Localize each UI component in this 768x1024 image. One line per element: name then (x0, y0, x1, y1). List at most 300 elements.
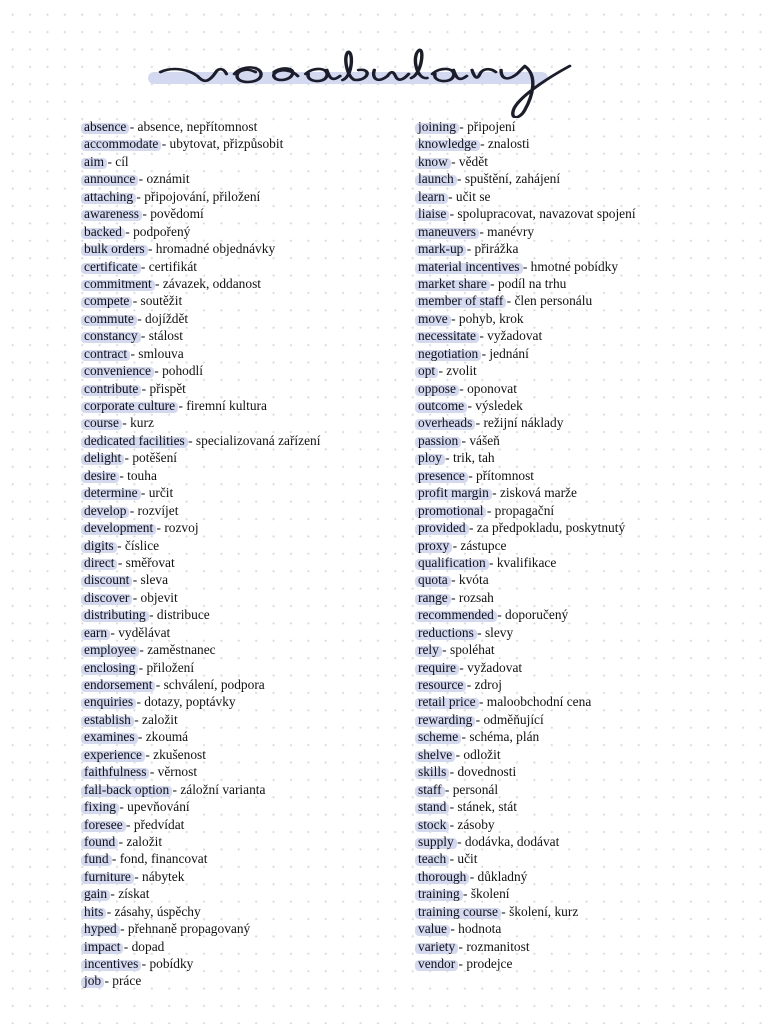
vocab-translation: vyžadovat (467, 659, 523, 675)
separator: - (139, 206, 151, 222)
vocab-entry (418, 258, 748, 275)
vocab-entry (418, 205, 748, 222)
vocab-translation: doporučený (505, 607, 569, 623)
vocab-term: enquiries (84, 694, 134, 710)
separator: - (115, 467, 128, 483)
vocab-entry (84, 920, 404, 937)
vocab-entry (418, 920, 748, 937)
separator: - (466, 868, 478, 884)
vocab-translation: ubytovat, přizpůsobit (169, 136, 284, 152)
vocab-term: enclosing (84, 659, 136, 675)
vocab-translation: dojíždět (145, 310, 189, 326)
vocab-term: establish (84, 711, 131, 727)
vocab-term: endorsement (84, 677, 153, 692)
vocab-entry (418, 868, 748, 885)
vocab-term: launch (418, 171, 454, 187)
separator: - (133, 694, 145, 710)
vocab-entry (418, 432, 748, 449)
vocabulary-list-left (84, 118, 404, 990)
vocab-entry (418, 414, 748, 431)
vocab-translation: zisková marže (499, 485, 577, 501)
vocab-translation: rozsah (458, 589, 494, 605)
vocab-term: promotional (418, 502, 484, 518)
separator: - (113, 537, 125, 553)
separator: - (449, 537, 461, 553)
separator: - (485, 554, 497, 570)
vocab-entry (418, 955, 748, 972)
vocab-translation: dodávka, dodávat (464, 833, 560, 849)
vocab-term: hits (84, 903, 104, 919)
vocab-term: mark-up (418, 241, 464, 257)
vocab-term: opt (418, 363, 436, 379)
vocab-translation: objevit (140, 589, 178, 605)
vocab-translation: hmotné pobídky (530, 258, 619, 274)
vocab-entry (84, 571, 404, 588)
vocab-term: provided (418, 520, 466, 536)
vocab-term: learn (418, 188, 445, 204)
separator: - (446, 206, 458, 222)
vocab-translation: spolupracovat, navazovat spojení (457, 206, 636, 222)
vocab-translation: sleva (140, 572, 169, 588)
vocab-translation: upevňování (127, 799, 190, 815)
vocab-term: discount (84, 572, 130, 588)
vocab-entry (84, 397, 404, 414)
vocab-entry (84, 763, 404, 780)
vocab-translation: smlouva (138, 345, 184, 361)
separator: - (184, 432, 196, 448)
vocab-translation: trik, tah (452, 450, 495, 466)
separator: - (116, 799, 128, 815)
vocab-translation: záložní varianta (180, 781, 266, 797)
separator: - (133, 310, 145, 326)
vocab-entry (84, 118, 404, 135)
vocab-translation: podpořený (133, 223, 191, 239)
vocab-term: member of staff (418, 293, 504, 309)
vocab-translation: školení, kurz (509, 903, 579, 919)
separator: - (458, 432, 470, 448)
vocab-term: ploy (418, 450, 442, 466)
separator: - (108, 851, 120, 867)
vocab-translation: přiložení (146, 659, 195, 675)
separator: - (138, 956, 150, 971)
vocab-entry (418, 345, 748, 362)
vocab-translation: kvalifikace (496, 554, 557, 570)
vocab-translation: práce (112, 973, 142, 989)
vocab-term: know (418, 153, 448, 169)
vocab-translation: odměňující (483, 711, 544, 727)
vocab-entry (84, 327, 404, 344)
vocab-term: require (418, 659, 456, 675)
vocab-entry (418, 641, 748, 658)
vocab-term: job (84, 973, 102, 989)
vocab-translation: vyžadovat (487, 328, 543, 344)
vocab-term: training (418, 886, 460, 902)
vocab-entry (418, 135, 748, 152)
vocab-term: found (84, 833, 116, 849)
separator: - (476, 136, 488, 152)
separator: - (465, 520, 477, 536)
vocab-entry (84, 240, 404, 257)
separator: - (118, 415, 131, 431)
vocab-entry (84, 659, 404, 676)
vocab-translation: schéma, plán (469, 729, 540, 745)
separator: - (441, 781, 453, 797)
separator: - (452, 746, 464, 762)
vocab-entry (84, 624, 404, 641)
separator: - (447, 921, 459, 937)
vocab-translation: zaměstnanec (147, 642, 216, 658)
separator: - (478, 345, 490, 361)
vocab-term: liaise (418, 206, 447, 222)
vocab-term: commute (84, 310, 134, 326)
vocab-term: shelve (418, 746, 453, 762)
vocab-translation: předvídat (133, 816, 185, 832)
vocab-term: staff (418, 781, 442, 797)
vocab-translation: důkladný (477, 868, 528, 884)
separator: - (463, 677, 475, 692)
vocab-translation: rozvíjet (137, 502, 179, 518)
vocab-entry (84, 903, 404, 920)
vocab-term: awareness (84, 206, 140, 222)
separator: - (145, 607, 157, 623)
vocab-entry (84, 153, 404, 170)
vocab-entry (418, 589, 748, 606)
vocab-translation: školení (470, 886, 510, 902)
separator: - (441, 450, 453, 466)
title-lettering (140, 28, 610, 118)
separator: - (444, 188, 456, 204)
separator: - (493, 607, 506, 623)
vocab-term: commitment (84, 275, 152, 291)
separator: - (129, 572, 141, 588)
vocab-term: move (418, 310, 448, 326)
separator: - (137, 485, 149, 501)
separator: - (453, 833, 465, 849)
vocab-term: thorough (418, 868, 467, 884)
vocab-translation: absence, nepřítomnost (137, 119, 258, 134)
vocab-translation: získat (118, 886, 150, 902)
separator: - (447, 153, 459, 169)
vocab-entry (84, 746, 404, 763)
vocab-translation: kurz (130, 415, 154, 431)
vocab-term: teach (418, 851, 447, 867)
vocab-entry (418, 728, 748, 745)
vocab-term: value (418, 921, 447, 937)
vocab-term: accommodate (84, 136, 159, 152)
vocab-entry (84, 781, 404, 798)
vocab-translation: číslice (124, 537, 160, 553)
vocab-translation: maloobchodní cena (486, 694, 592, 710)
separator: - (472, 415, 484, 431)
vocab-entry (84, 380, 404, 397)
separator: - (126, 502, 138, 518)
vocab-entry (418, 850, 748, 867)
vocab-translation: založit (142, 711, 178, 727)
vocab-term: compete (84, 293, 130, 309)
vocab-entry (418, 676, 748, 693)
vocab-term: furniture (84, 868, 131, 884)
vocab-entry (418, 240, 748, 257)
vocab-entry (84, 275, 404, 292)
vocab-entry (84, 589, 404, 606)
vocab-entry (84, 868, 404, 885)
separator: - (127, 345, 139, 361)
vocab-translation: vydělávat (118, 624, 171, 640)
separator: - (464, 398, 476, 413)
vocab-entry (84, 310, 404, 327)
separator: - (153, 520, 165, 536)
vocab-term: supply (418, 833, 454, 849)
vocab-term: contract (84, 345, 128, 361)
vocab-term: contribute (84, 380, 139, 396)
separator: - (519, 258, 531, 274)
vocab-entry (84, 972, 404, 989)
vocab-translation: potěšení (132, 450, 177, 466)
vocab-term: certificate (84, 258, 138, 274)
vocab-translation: odložit (463, 746, 501, 762)
vocab-term: foresee (84, 816, 123, 832)
separator: - (455, 119, 468, 134)
vocab-entry (418, 537, 748, 554)
vocab-term: hyped (84, 921, 117, 937)
vocab-term: reductions (418, 624, 474, 640)
vocab-term: maneuvers (418, 223, 477, 239)
vocab-term: negotiation (418, 345, 479, 361)
vocab-term: vendor (418, 956, 456, 971)
vocab-translation: vášeň (469, 432, 500, 448)
vocab-entry (84, 938, 404, 955)
vocab-entry (418, 292, 748, 309)
vocab-entry (418, 693, 748, 710)
separator: - (107, 624, 119, 640)
vocab-entry (84, 467, 404, 484)
separator: - (116, 921, 128, 937)
vocab-translation: stánek, stát (457, 799, 517, 815)
separator: - (130, 711, 143, 727)
vocab-entry (84, 816, 404, 833)
vocab-translation: spuštění, zahájení (464, 171, 561, 187)
vocab-entry (418, 188, 748, 205)
separator: - (455, 380, 468, 396)
separator: - (122, 816, 134, 832)
vocab-entry (84, 885, 404, 902)
vocab-entry (84, 676, 404, 693)
vocab-translation: dopad (131, 938, 165, 954)
vocab-entry (84, 432, 404, 449)
vocab-term: impact (84, 938, 121, 954)
page-title (140, 28, 610, 118)
vocab-translation: povědomí (150, 206, 204, 222)
separator: - (446, 799, 458, 815)
vocab-entry (418, 903, 748, 920)
vocab-translation: výsledek (475, 398, 523, 413)
vocab-entry (418, 571, 748, 588)
separator: - (447, 572, 459, 588)
vocab-term: stand (418, 799, 447, 815)
vocab-entry (84, 850, 404, 867)
vocab-term: market share (418, 275, 487, 291)
vocab-translation: touha (127, 467, 157, 483)
vocab-entry (418, 467, 748, 484)
separator: - (115, 833, 127, 849)
vocabulary-list-right (418, 118, 748, 972)
vocab-term: backed (84, 223, 122, 239)
vocab-translation: přehnaně propagovaný (127, 921, 251, 937)
vocab-term: fixing (84, 799, 116, 815)
vocab-entry (84, 188, 404, 205)
vocab-term: rewarding (418, 711, 473, 727)
separator: - (138, 380, 150, 396)
separator: - (114, 554, 126, 570)
vocab-translation: vědět (458, 153, 488, 169)
vocab-translation: rozvoj (164, 520, 199, 536)
separator: - (151, 275, 163, 291)
vocab-entry (418, 554, 748, 571)
vocab-entry (418, 798, 748, 815)
separator: - (133, 188, 145, 204)
separator: - (141, 746, 154, 762)
vocab-entry (418, 833, 748, 850)
separator: - (447, 310, 459, 326)
vocab-term: knowledge (418, 136, 477, 152)
vocab-term: development (84, 520, 154, 536)
vocab-entry (84, 641, 404, 658)
vocab-translation: zkoumá (145, 729, 189, 745)
vocab-translation: slevy (484, 624, 514, 640)
vocab-translation: spoléhat (449, 642, 495, 658)
separator: - (175, 398, 187, 413)
vocab-entry (84, 693, 404, 710)
vocab-term: range (418, 589, 448, 605)
vocab-translation: dotazy, poptávky (144, 694, 236, 710)
vocab-translation: podíl na trhu (497, 275, 567, 291)
vocab-translation: schválení, podpora (163, 677, 265, 692)
vocab-term: experience (84, 746, 142, 762)
separator: - (126, 119, 138, 134)
vocab-entry (418, 885, 748, 902)
vocab-entry (84, 728, 404, 745)
vocab-translation: připojování, přiložení (144, 188, 261, 204)
vocab-term: constancy (84, 328, 138, 344)
vocab-entry (84, 502, 404, 519)
vocab-term: absence (84, 119, 127, 134)
separator: - (486, 275, 498, 291)
vocab-term: profit margin (418, 485, 489, 501)
separator: - (455, 659, 468, 675)
vocab-translation: pobídky (149, 956, 194, 971)
separator: - (464, 467, 476, 483)
separator: - (107, 886, 119, 902)
separator: - (458, 729, 470, 745)
vocab-translation: rozmanitost (466, 938, 530, 954)
vocab-term: announce (84, 171, 136, 187)
vocab-translation: zásahy, úspěchy (114, 903, 201, 919)
vocab-entry (84, 554, 404, 571)
vocab-term: oppose (418, 380, 456, 396)
vocab-term: determine (84, 485, 138, 501)
vocab-translation: zásoby (457, 816, 495, 832)
separator: - (503, 293, 515, 309)
separator: - (473, 624, 485, 640)
separator: - (144, 241, 156, 257)
vocab-term: proxy (418, 537, 450, 553)
vocab-entry (84, 135, 404, 152)
vocab-entry (84, 449, 404, 466)
separator: - (476, 328, 488, 344)
vocab-entry (418, 606, 748, 623)
vocab-term: delight (84, 450, 122, 466)
separator: - (146, 764, 158, 780)
vocab-term: dedicated facilities (84, 432, 185, 448)
vocab-term: training course (418, 903, 498, 919)
vocab-translation: certifikát (148, 258, 198, 274)
vocab-entry (418, 502, 748, 519)
vocab-term: joining (418, 119, 456, 134)
separator: - (435, 363, 447, 379)
vocab-translation: věrnost (157, 764, 198, 780)
separator: - (135, 171, 147, 187)
vocab-entry (84, 223, 404, 240)
vocab-translation: nábytek (142, 868, 185, 884)
vocab-term: stock (418, 816, 447, 832)
separator: - (438, 642, 450, 658)
vocab-term: develop (84, 502, 127, 518)
separator: - (121, 223, 134, 239)
vocab-entry (84, 170, 404, 187)
vocab-term: desire (84, 467, 116, 483)
separator: - (130, 868, 143, 884)
vocab-term: earn (84, 624, 108, 640)
vocab-entry (418, 938, 748, 955)
vocab-entry (418, 397, 748, 414)
vocab-term: resource (418, 677, 464, 692)
vocab-entry (418, 781, 748, 798)
vocab-translation: personál (452, 781, 499, 797)
vocab-entry (418, 484, 748, 501)
vocab-translation: fond, financovat (119, 851, 208, 867)
vocab-translation: připojení (467, 119, 516, 134)
vocab-term: overheads (418, 415, 473, 431)
vocab-entry (418, 310, 748, 327)
vocab-entry (418, 449, 748, 466)
vocab-entry (84, 345, 404, 362)
vocab-term: variety (418, 938, 456, 954)
vocab-entry (418, 118, 748, 135)
separator: - (121, 450, 133, 466)
separator: - (150, 363, 163, 379)
vocab-term: scheme (418, 729, 459, 745)
vocab-entry (84, 519, 404, 536)
separator: - (475, 694, 487, 710)
separator: - (446, 816, 458, 832)
separator: - (158, 136, 170, 152)
separator: - (104, 153, 116, 169)
vocab-translation: prodejce (466, 956, 513, 971)
vocab-term: direct (84, 554, 115, 570)
vocab-term: passion (418, 432, 459, 448)
vocab-term: rely (418, 642, 439, 658)
separator: - (497, 903, 510, 919)
vocab-entry (84, 537, 404, 554)
vocab-translation: učit se (455, 188, 491, 204)
vocab-term: gain (84, 886, 108, 902)
vocab-translation: firemní kultura (186, 398, 267, 413)
vocab-term: aim (84, 153, 105, 169)
vocab-translation: přispět (149, 380, 186, 396)
separator: - (120, 938, 132, 954)
separator: - (137, 258, 149, 274)
vocab-entry (84, 258, 404, 275)
